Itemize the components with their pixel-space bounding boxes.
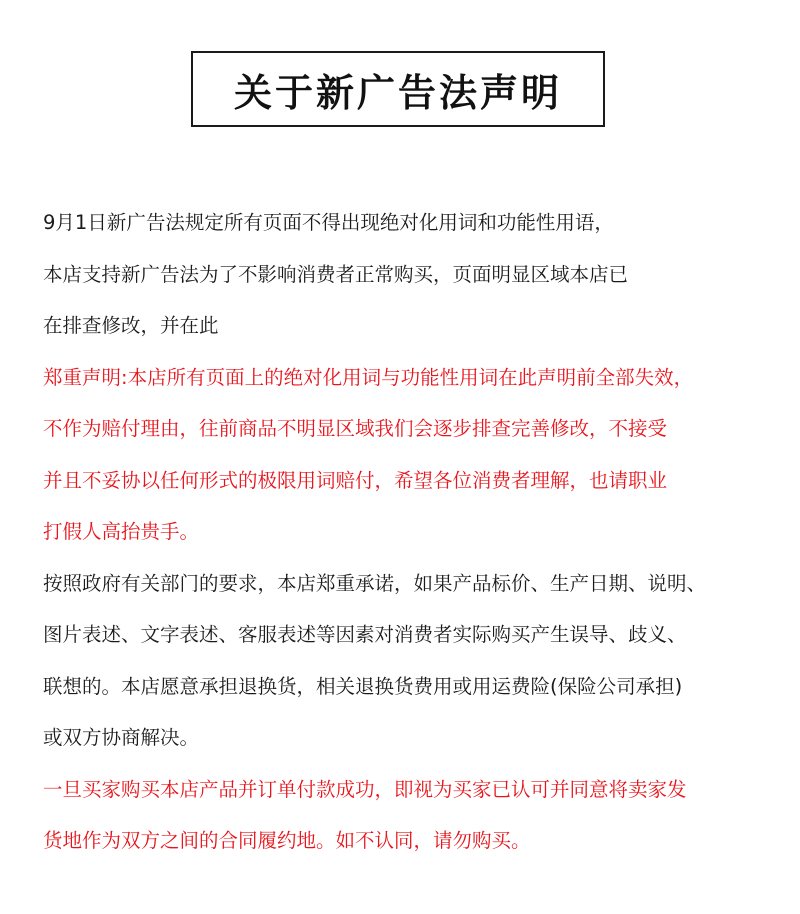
statement-line-4: 郑重声明:本店所有页面上的绝对化用词与功能性用词在此声明前全部失效， (43, 365, 694, 389)
statement-line-8: 按照政府有关部门的要求，本店郑重承诺，如果产品标价、生产日期、说明、 (43, 571, 707, 595)
statement-body (43, 197, 783, 867)
statement-line-2: 本店支持新广告法为了不影响消费者正常购买，页面明显区域本店已 (43, 262, 629, 286)
statement-line-13: 货地作为双方之间的合同履约地。如不认同，请勿购买。 (43, 829, 531, 852)
statement-line-11: 或双方协商解决。 (43, 726, 200, 749)
statement-line-5: 不作为赔付理由，往前商品不明显区域我们会逐步排查完善修改，不接受 (43, 417, 668, 440)
statement-line-7: 打假人高抬贵手。 (43, 520, 200, 543)
statement-line-6: 并且不妥协以任何形式的极限用词赔付，希望各位消费者理解，也请职业 (43, 468, 668, 492)
statement-line-12: 一旦买家购买本店产品并订单付款成功，即视为买家已认可并同意将卖家发 (43, 777, 687, 801)
page-title: 关于新广告法声明 (233, 70, 562, 115)
statement-line-9: 图片表述、文字表述、客服表述等因素对消费者实际购买产生误导、歧义、 (43, 623, 687, 646)
statement-line-10: 联想的。本店愿意承担退换货，相关退换货费用或用运费险(保险公司承担) (43, 674, 683, 698)
statement-line-3: 在排查修改，并在此 (43, 314, 219, 337)
statement-line-1: 9月1日新广告法规定所有页面不得出现绝对化用词和功能性用语， (43, 211, 614, 234)
title-box (191, 51, 605, 127)
